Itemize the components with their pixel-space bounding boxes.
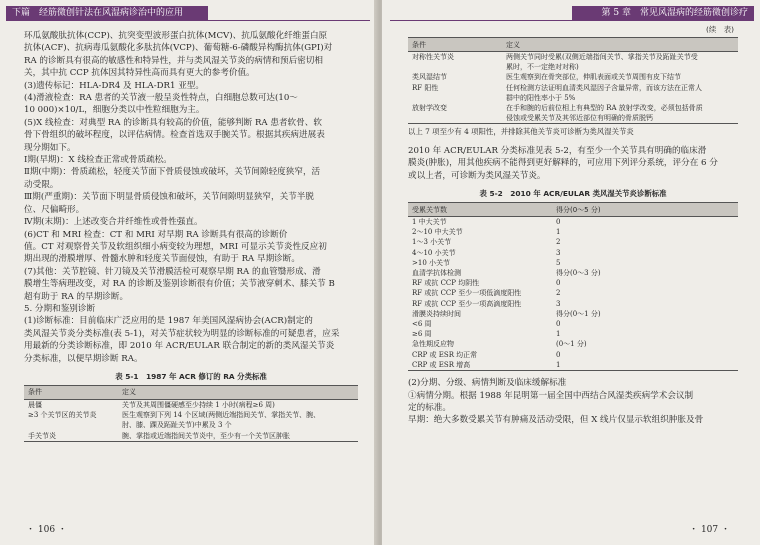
table-cell-label — [408, 62, 502, 72]
table-5-1 — [24, 385, 358, 442]
right-page — [382, 0, 760, 545]
table-cell-label: >10 小关节 — [412, 258, 450, 267]
table-row — [408, 350, 738, 360]
table-cell-value: 0 — [556, 350, 561, 359]
text-line: Ⅲ期(严重期)：关节面下明显骨质侵蚀和破坏，关节间隙明显狭窄，关节半脱 — [24, 192, 314, 203]
table-header-condition: 条件 — [408, 38, 502, 52]
table-cell-value: 0 — [556, 320, 561, 329]
table-row — [408, 268, 738, 278]
text-line: 动受限。 — [24, 179, 59, 190]
text-line: 环瓜氨酸肽抗体(CCP)、抗突变型波形蛋白抗体(MCV)、抗瓜氨酸化纤维蛋白原 — [24, 31, 328, 41]
table-cell-label: 放射学改变 — [412, 104, 447, 113]
table-row — [408, 329, 738, 339]
table-cell-label: 急性期反应物 — [412, 340, 454, 349]
text-line: 值。CT 对观察骨关节及软组织细小病变较为理想，MRI 可显示关节炎性反应初 — [24, 241, 327, 252]
text-line: (3)遗传标记：HLA-DR4 及 HLA-DR1 亚型。 — [24, 80, 204, 91]
table-row — [408, 62, 738, 72]
running-header: 第 5 章 常见风湿病的经筋微创诊疗 — [572, 6, 754, 21]
table-header-joints: 受累关节数 — [408, 203, 552, 217]
table-row — [408, 360, 738, 371]
table-cell-value: 医生观察到下列 14 个区域(两侧近端指间关节、掌指关节、腕、 — [122, 411, 321, 420]
table-row — [408, 319, 738, 329]
table-cell-value: 群中的阳性率小于 5% — [506, 93, 576, 102]
table-caption: 表 5-1 1987 年 ACR 修订的 RA 分类标准 — [115, 371, 267, 381]
table-header-score: 得分(0～5 分) — [552, 203, 738, 217]
table-note: 以上 7 项至少有 4 项阳性，并排除其他关节炎可诊断为类风湿关节炎 — [408, 127, 634, 137]
text-line: 位、尺偏畸形。 — [24, 204, 85, 215]
table-cell-value: 5 — [556, 258, 561, 267]
table-cell-label: <6 周 — [412, 320, 432, 329]
table-cell-value: 腕、掌指或近端指间关节炎中，至少有一个关节区肿胀 — [118, 431, 358, 442]
table-cell-value: 1 — [556, 228, 561, 237]
text-line: 或以上者，可诊断为类风湿关节炎。 — [408, 170, 546, 181]
text-line: 类风湿关节炎分类标准(表 5-1)，对关节症状较为明显的诊断标准的可疑患者，应采 — [24, 328, 340, 339]
table-cell-value: 3 — [556, 248, 561, 257]
table-cell-value: 任何检测方法证明血清类风湿因子含量异常，而该方法在正常人 — [506, 83, 702, 92]
table-row — [24, 410, 358, 420]
table-cell-value: 在手和腕的后前位相上有典型的 RA 放射学改变，必须包括骨质 — [506, 104, 703, 113]
table-cell-label: RF 或抗 CCP 均阴性 — [412, 279, 480, 288]
text-line: 分类标准，以便早期诊断 RA。 — [24, 353, 143, 364]
table-cell-value: 1 — [552, 360, 738, 371]
table-row — [408, 288, 738, 298]
table-cell-label: 1～3 小关节 — [412, 238, 452, 247]
table-cell-label: RF 或抗 CCP 至少一项高滴度阳性 — [412, 299, 522, 308]
body-text — [408, 145, 738, 182]
table-row — [408, 278, 738, 288]
table-row — [24, 420, 358, 430]
running-header: 下篇 经筋微创针法在风湿病诊治中的应用 — [6, 6, 208, 21]
body-text — [24, 30, 358, 365]
table-cell-value: 得分(0～3 分) — [556, 269, 601, 278]
table-cell-value: 1 — [556, 330, 561, 339]
table-cell-label: 血清学抗体检测 — [412, 269, 461, 278]
table-row — [408, 258, 738, 268]
left-content — [24, 30, 358, 442]
header-rule — [390, 20, 754, 21]
text-line: 膜增生等病理改变，对 RA 的诊断及鉴别诊断很有价值；关节液穿刺术、膝关节 B — [24, 279, 335, 290]
table-cell-label: 类风湿结节 — [412, 73, 447, 82]
text-line: (7)其他：关节腔镜、针刀镜及关节滑膜活检可观察早期 RA 的血管翳形成、滑 — [24, 266, 321, 277]
table-cell-value: 0 — [556, 218, 561, 227]
table-cell-label: 4～10 小关节 — [412, 248, 456, 257]
text-line: 膜炎(肿胀)，用其他疾病不能得到更好解释的，可应用下列评分系统，评分在 6 分 — [408, 158, 718, 169]
text-line: ①病情分期。根据 1988 年昆明第一届全国中西结合风湿类疾病学术会议制 — [408, 390, 694, 401]
table-header-definition: 定义 — [118, 385, 358, 399]
table-row — [24, 431, 358, 442]
table-cell-label: 对称性关节炎 — [412, 53, 454, 61]
table-cell-label — [24, 420, 118, 430]
table-cell-value: 侵蚀或受累关节及其邻近部位有明确的骨质脱钙 — [502, 113, 738, 124]
table-cell-value: 0 — [556, 279, 561, 288]
text-line: 用最新的分类诊断标准，即 2010 年 ACR/EULAR 联合制定的新的类风湿关节炎 — [24, 341, 335, 352]
table-cell-value: 医生观察到在骨突部位，伸肌表面或关节周围有皮下结节 — [506, 73, 681, 82]
text-line: 早期：绝大多数受累关节有肿痛及活动受限，但 X 线片仅显示软组织肿胀及骨 — [408, 415, 704, 426]
table-cell-label: 晨僵 — [28, 400, 42, 409]
table-cell-value: 2 — [556, 289, 561, 298]
table-header-definition: 定义 — [502, 38, 738, 52]
table-row — [408, 309, 738, 319]
table-row — [408, 83, 738, 93]
body-text — [408, 377, 738, 427]
text-line: 5. 分期和鉴别诊断 — [24, 303, 96, 314]
table-cell-label: ≥3 个关节区的关节炎 — [28, 411, 97, 420]
table-cell-value: 肘、膝、踝及跖趾关节)中累及 3 个 — [122, 421, 232, 430]
text-line: 关，其中抗 CCP 抗体因其特异性高而具有更大的参考价值。 — [24, 68, 255, 79]
table-cell-label: CRP 或 ESR 增高 — [408, 360, 552, 371]
table-cell-label: 2～10 中大关节 — [412, 228, 463, 237]
table-row — [24, 399, 358, 410]
table-row — [408, 217, 738, 228]
table-cell-value: 得分(0～1 分) — [556, 309, 601, 318]
text-line: 超有助于 RA 的早期诊断。 — [24, 291, 129, 302]
continued-label: (续 表) — [706, 25, 734, 34]
table-cell-label: ≥6 周 — [412, 330, 432, 339]
table-cell-label — [408, 93, 502, 103]
table-row — [408, 339, 738, 349]
table-5-2 — [408, 202, 738, 371]
table-cell-label: 滑膜炎持续时间 — [412, 309, 461, 318]
page-number: ・ 107 ・ — [689, 525, 730, 535]
table-cell-value: (0～1 分) — [556, 340, 587, 349]
text-line: 现分期如下。 — [24, 142, 76, 153]
left-page — [0, 0, 378, 545]
text-line: Ⅰ期(早期)：X 线检查正常或骨质疏松。 — [24, 155, 172, 166]
table-row — [408, 237, 738, 247]
text-line: 抗体(ACF)、抗病毒瓜氨酸化多肽抗体(VCP)、葡萄糖-6-磷酸异构酶抗体(GPI)对 — [24, 43, 333, 54]
table-cell-value: 关节及其周围僵硬感至少持续 1 小时(病程≥6 周) — [122, 400, 275, 409]
table-cell-label: RF 阳性 — [412, 83, 439, 92]
text-line: RA 的诊断具有很高的敏感性和特异性，并与类风湿关节炎的病情和预后密切相 — [24, 55, 324, 66]
right-content — [408, 24, 738, 427]
table-row — [408, 52, 738, 63]
text-line: 2010 年 ACR/EULAR 分类标准见表 5-2，有至少一个关节具有明确的临床滑 — [408, 145, 707, 156]
table-row — [408, 103, 738, 113]
table-row — [408, 113, 738, 124]
table-cell-value: 两侧关节同时受累(双侧近端指间关节、掌指关节及跖趾关节受 — [506, 53, 698, 61]
table-cell-value: 累时，不一定绝对对称) — [506, 63, 579, 72]
table-row — [408, 248, 738, 258]
text-line: (5)X 线检查：对典型 RA 的诊断具有较高的价值，能够判断 RA 患者软骨、软 — [24, 117, 322, 128]
header-rule — [6, 20, 370, 21]
page-number: ・ 106 ・ — [26, 525, 67, 535]
table-cell-label: RF 或抗 CCP 至少一项低滴度阳性 — [412, 289, 522, 298]
table-row — [408, 227, 738, 237]
table-row — [408, 299, 738, 309]
text-line: 期出现的滑膜增厚、骨髓水肿和轻度关节面侵蚀，有助于 RA 早期诊断。 — [24, 254, 300, 265]
text-line: (2)分期、分级、病情判断及临床缓解标准 — [408, 378, 567, 389]
text-line: (6)CT 和 MRI 检查：CT 和 MRI 对早期 RA 诊断具有很高的诊断价 — [24, 229, 288, 240]
text-line: 骨下骨组织的破坏程度，以评估病情。检查首选双手腕关节。根据其疾病进展表 — [24, 130, 325, 141]
table-cell-label: 1 中大关节 — [412, 218, 447, 227]
table-cell-value: 3 — [556, 299, 561, 308]
table-cell-label — [408, 113, 502, 124]
table-5-1-continued — [408, 37, 738, 124]
text-line: Ⅱ期(中期)：骨质疏松，轻度关节面下骨质侵蚀或破坏，关节间隙轻度狭窄，活 — [24, 167, 321, 178]
text-line: (1)诊断标准：目前临床广泛应用的是 1987 年美国风湿病协会(ACR)制定的 — [24, 316, 313, 327]
table-row — [408, 72, 738, 82]
text-line: Ⅳ期(末期)：上述改变合并纤维性或骨性强直。 — [24, 217, 203, 228]
text-line: 10 000)×10/L，细胞分类以中性粒细胞为主。 — [24, 105, 205, 116]
table-row — [408, 93, 738, 103]
text-line: 定的标准。 — [408, 402, 451, 413]
table-caption: 表 5-2 2010 年 ACR/EULAR 类风湿关节炎诊断标准 — [479, 189, 667, 199]
table-cell-label: CRP 或 ESR 均正常 — [412, 350, 478, 359]
table-header-condition: 条件 — [24, 385, 118, 399]
text-line: (4)滑液检查：RA 患者的关节液一般呈炎性特点，白细胞总数可达(10～ — [24, 93, 298, 104]
table-cell-value: 2 — [556, 238, 561, 247]
table-cell-label: 手关节炎 — [24, 431, 118, 442]
